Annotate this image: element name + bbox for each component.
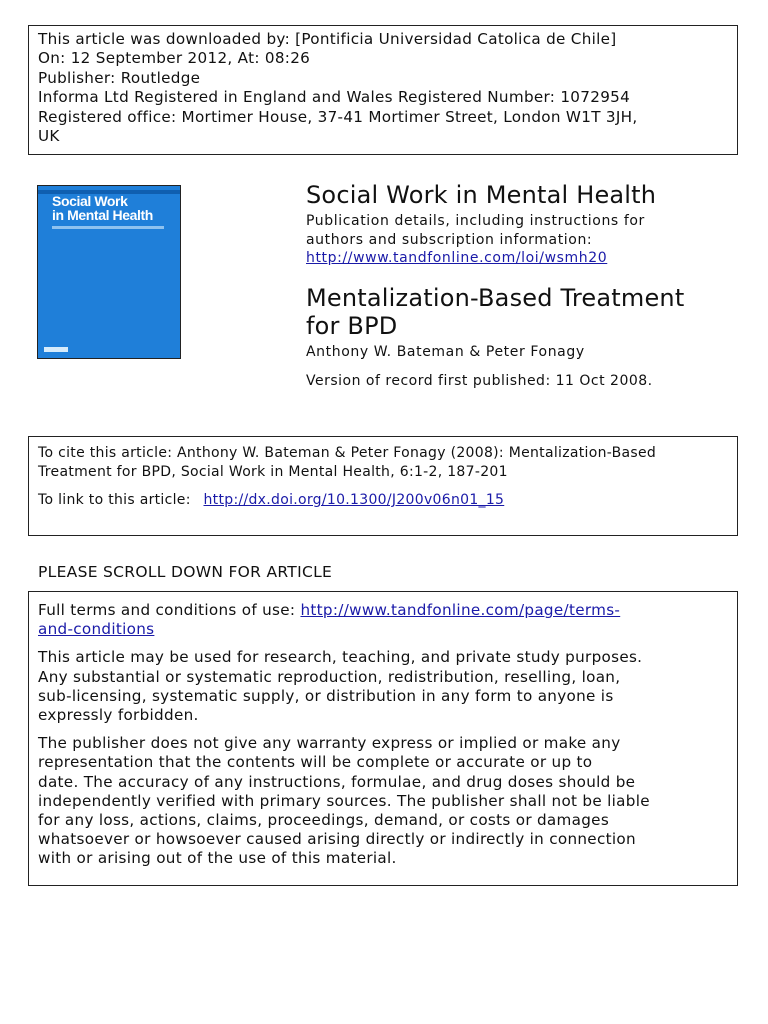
cover-title-line2: in Mental Health [52,207,153,223]
cover-title [52,194,153,222]
citation-line1: To cite this article: Anthony W. Bateman & Peter Fonagy (2008): Mentalization-Based [38,445,657,461]
disclaimer-line: independently verified with primary sources. The publisher shall not be liable [38,791,650,810]
office-country-line: UK [38,127,60,146]
publication-details [306,212,746,268]
terms-box [28,591,738,886]
download-info-box [28,25,738,155]
download-line: This article was downloaded by: [Pontificia Universidad Catolica de Chile] [38,30,617,48]
cover-title-line1: Social Work [52,193,128,209]
disclaimer-paragraph [38,734,728,868]
article-title-line1: Mentalization-Based Treatment [306,284,685,312]
terms-label: Full terms and conditions of use: [38,601,296,619]
disclaimer-line: for any loss, actions, claims, proceedings, demand, or costs or damages [38,811,610,830]
article-title [306,284,746,340]
disclaimer-line: representation that the contents will be complete or accurate or up to [38,753,593,772]
scroll-notice: PLEASE SCROLL DOWN FOR ARTICLE [38,563,333,581]
article-link-label: To link to this article: [38,492,191,508]
disclaimer-line: with or arising out of the use of this material. [38,849,397,868]
journal-title: Social Work in Mental Health [306,181,657,209]
journal-cover-image [37,185,181,359]
publication-info [306,180,746,389]
disclaimer-line: date. The accuracy of any instructions, formulae, and drug doses should be [38,772,636,791]
usage-paragraph [38,648,728,725]
details-line2: authors and subscription information: [306,231,593,248]
disclaimer-line: whatsoever or howsoever caused arising directly or indirectly in connection [38,830,636,849]
details-line1: Publication details, including instructions for [306,213,645,229]
cover-subtitle-bar [52,226,164,229]
terms-url-link[interactable]: http://www.tandfonline.com/page/terms- [300,601,621,619]
citation-box [28,436,738,536]
doi-link[interactable]: http://dx.doi.org/10.1300/J200v06n01_15 [203,492,505,508]
registration-line: Informa Ltd Registered in England and Wales Registered Number: 1072954 [38,88,631,107]
usage-line: sub-licensing, systematic supply, or distribution in any form to anyone is [38,686,614,705]
article-link-row [38,491,728,510]
usage-line: Any substantial or systematic reproduction, redistribution, reselling, loan, [38,667,621,686]
publisher-line: Publisher: Routledge [38,68,201,87]
usage-line: expressly forbidden. [38,706,199,725]
office-line: Registered office: Mortimer House, 37-41 Mortimer Street, London W1T 3JH, [38,107,638,126]
download-date-line: On: 12 September 2012, At: 08:26 [38,49,311,68]
article-authors: Anthony W. Bateman & Peter Fonagy [306,344,585,360]
usage-line: This article may be used for research, teaching, and private study purposes. [38,648,643,667]
terms-url-link-cont[interactable]: and-conditions [38,620,155,639]
article-title-line2: for BPD [306,312,398,340]
journal-url-link[interactable]: http://www.tandfonline.com/loi/wsmh20 [306,250,608,266]
citation-line2: Treatment for BPD, Social Work in Mental Health, 6:1-2, 187-201 [38,463,508,480]
version-of-record: Version of record first published: 11 Oct 2008. [306,373,653,389]
terms-header [38,601,728,639]
cover-publisher-logo [44,347,68,352]
disclaimer-line: The publisher does not give any warranty express or implied or make any [38,734,621,753]
